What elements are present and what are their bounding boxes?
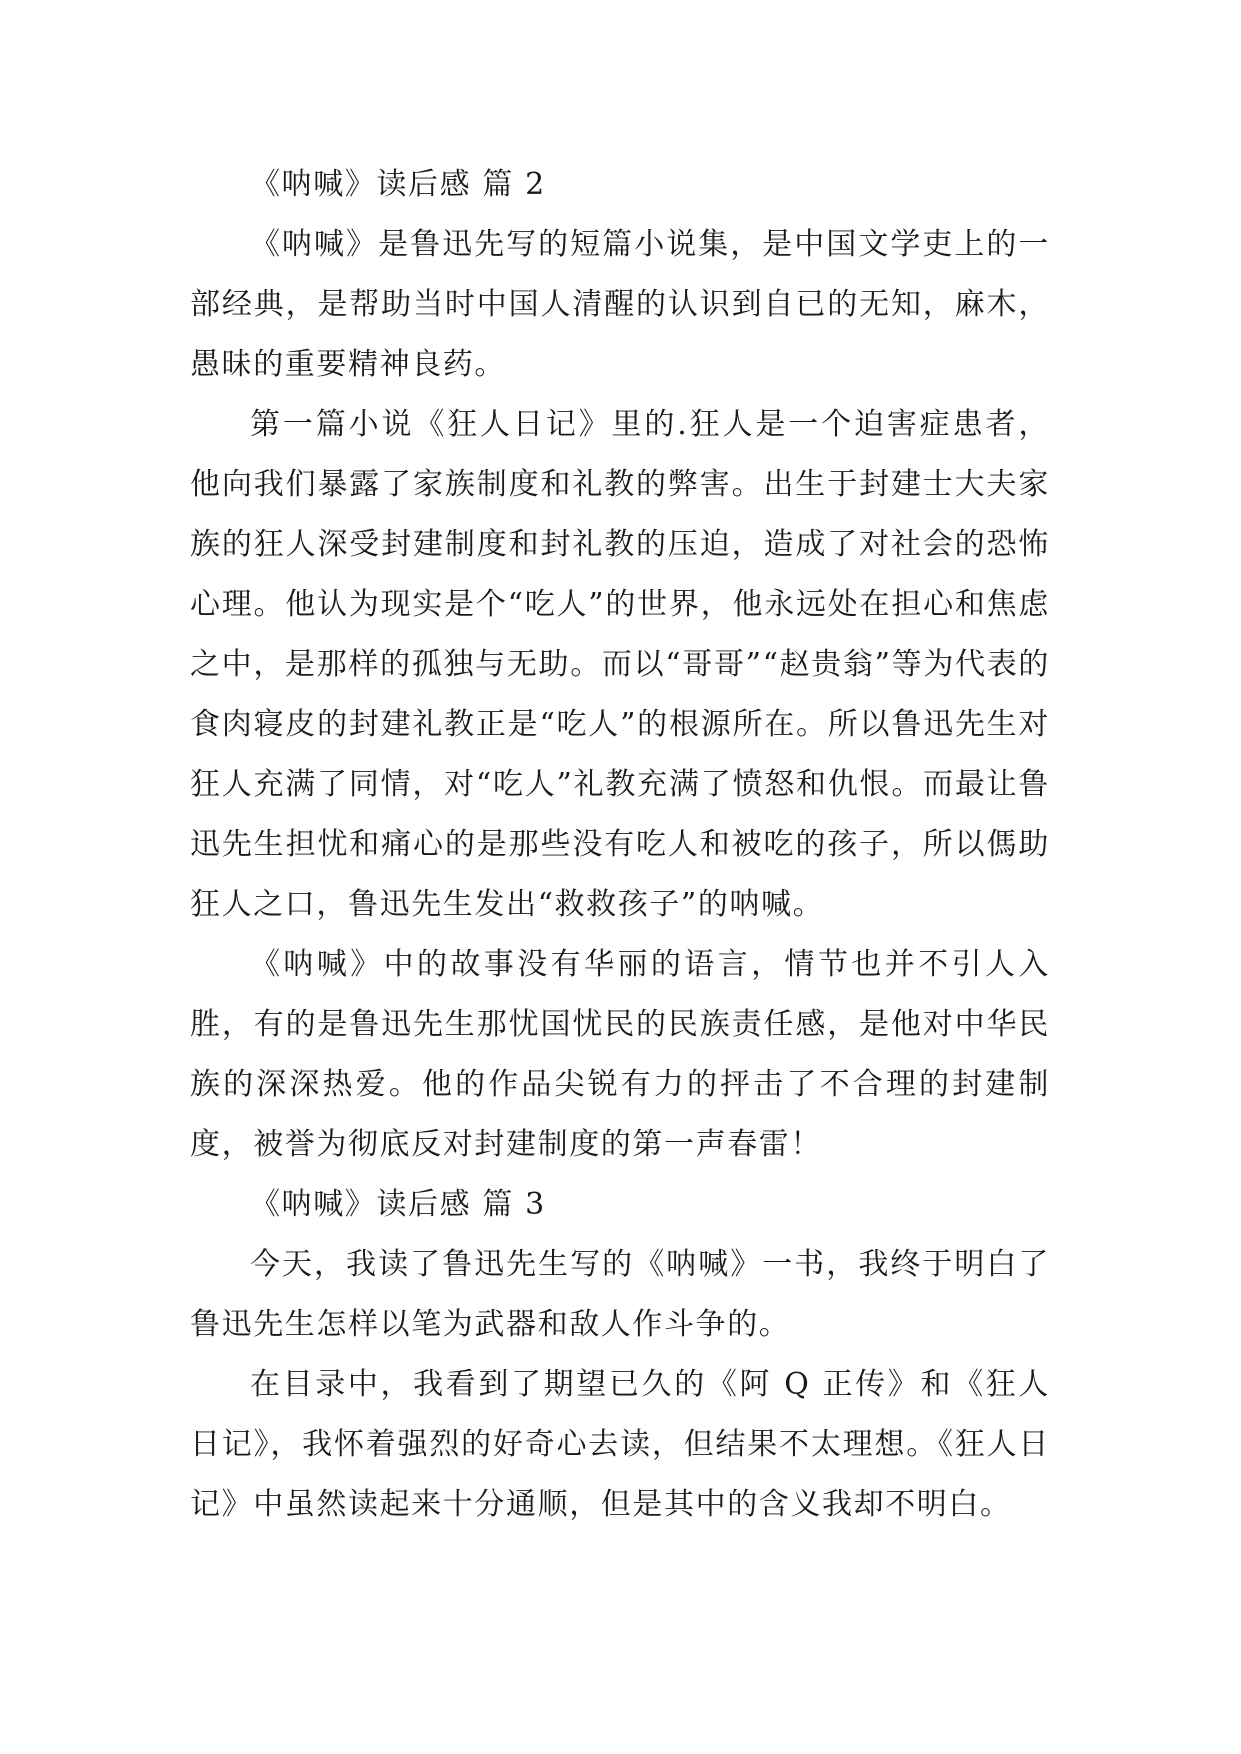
paragraph: 《呐喊》是鲁迅先写的短篇小说集，是中国文学吏上的一部经典，是帮助当时中国人清醒的认识到自已的无知，麻木，愚昧的重要精神良药。: [190, 227, 1050, 382]
paragraph: 在目录中，我看到了期望已久的《阿 Q 正传》和《狂人日记》，我怀着强烈的好奇心去读，但结果不太理想。《狂人日记》中虽然读起来十分通顺，但是其中的含义我却不明白。: [190, 1367, 1050, 1522]
document-page: [190, 155, 1050, 1535]
section-heading-2: 《呐喊》读后感 篇 2: [250, 167, 546, 202]
section-heading-3: 《呐喊》读后感 篇 3: [250, 1187, 546, 1222]
paragraph: 《呐喊》中的故事没有华丽的语言，情节也并不引人入胜，有的是鲁迅先生那忧国忧民的民族责任感，是他对中华民族的深深热爱。他的作品尖锐有力的抨击了不合理的封建制度，被誉为彻底反对封建制度的第一声春雷！: [190, 947, 1050, 1162]
paragraph: 第一篇小说《狂人日记》里的.狂人是一个迫害症患者，他向我们暴露了家族制度和礼教的弊害。出生于封建士大夫家族的狂人深受封建制度和封礼教的压迫，造成了对社会的恐怖心理。他认为现实是个“吃人”的世界，他永远处在担心和焦虑之中，是那样的孤独与无助。而以“哥哥”“赵贵翁”等为代表的食肉寝皮的封建礼教正是“吃人”的根源所在。所以鲁迅先生对狂人充满了同情，对“吃人”礼教充满了愤怒和仇恨。而最让鲁迅先生担忧和痛心的是那些没有吃人和被吃的孩子，所以傌助狂人之口，鲁迅先生发出“救救孩子”的呐喊。: [190, 407, 1050, 922]
paragraph: 今天，我读了鲁迅先生写的《呐喊》一书，我终于明白了鲁迅先生怎样以笔为武器和敌人作斗争的。: [190, 1247, 1050, 1342]
